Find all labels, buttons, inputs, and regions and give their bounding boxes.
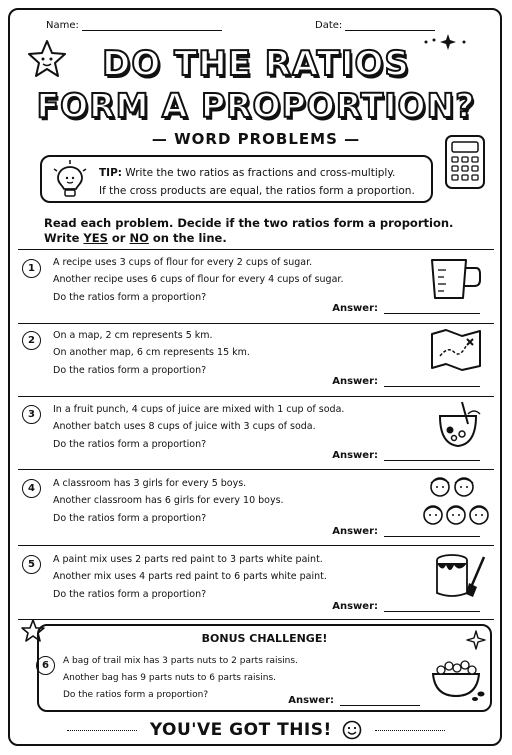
answer-line[interactable] (340, 705, 420, 706)
instr-write: Write (44, 231, 84, 245)
problem-line-2: Another classroom has 6 girls for every 10 boys. (53, 495, 284, 506)
answer-line[interactable] (384, 536, 480, 537)
children-faces-icon (420, 475, 492, 531)
problem-line-1: In a fruit punch, 4 cups of juice are mixed with 1 cup of soda. (53, 404, 345, 415)
footer (0, 720, 512, 740)
tip-line-2: If the cross products are equal, the ratios form a proportion. (99, 185, 415, 197)
answer-label: Answer: (332, 303, 378, 314)
answer-field[interactable] (332, 450, 480, 461)
name-label: Name: (46, 20, 79, 31)
problem-number: 3 (22, 405, 41, 424)
paint-can-brush-icon (432, 551, 488, 603)
answer-label: Answer: (332, 601, 378, 612)
tip-text (99, 164, 415, 200)
footer-dots-left (67, 730, 137, 731)
footer-dots-right (375, 730, 445, 731)
problem-line-2: On another map, 6 cm represents 15 km. (53, 347, 250, 358)
answer-field[interactable] (288, 695, 420, 706)
answer-label: Answer: (332, 376, 378, 387)
bonus-challenge-box (37, 624, 492, 712)
problem-line-1: A classroom has 3 girls for every 5 boys. (53, 478, 247, 489)
trail-mix-bowl-icon (429, 654, 487, 702)
problem-4 (18, 469, 494, 546)
bonus-line-2: Another bag has 9 parts nuts to 6 parts raisins. (63, 673, 276, 683)
problem-line-2: Another mix uses 4 parts red paint to 6 parts white paint. (53, 571, 327, 582)
problem-line-1: A recipe uses 3 cups of flour for every 2 cups of sugar. (53, 257, 313, 268)
problem-3 (18, 396, 494, 470)
measuring-cup-icon (426, 256, 484, 302)
title-line-2: FORM A PROPORTION? (36, 86, 476, 125)
smiley-icon (342, 720, 362, 740)
problem-line-2: Another batch uses 8 cups of juice with 3 cups of soda. (53, 421, 316, 432)
title-line-1: DO THE RATIOS (102, 44, 410, 84)
instructions-line-2 (44, 231, 453, 246)
bonus-question: Do the ratios form a proportion? (63, 690, 209, 700)
problem-number: 5 (22, 555, 41, 574)
problem-number: 1 (22, 259, 41, 278)
lightbulb-icon (50, 159, 90, 201)
answer-label: Answer: (332, 526, 378, 537)
instructions-line-1: Read each problem. Decide if the two ratios form a proportion. (44, 216, 454, 230)
tip-label: TIP: (99, 167, 122, 179)
answer-line[interactable] (384, 460, 480, 461)
problem-number: 4 (22, 479, 41, 498)
problem-number: 6 (36, 656, 55, 675)
footer-text: YOU'VE GOT THIS! (149, 720, 332, 740)
subtitle: — WORD PROBLEMS — (151, 130, 361, 148)
name-field[interactable] (46, 20, 222, 31)
problem-question: Do the ratios form a proportion? (53, 292, 207, 303)
calculator-icon (443, 133, 487, 191)
problem-2 (18, 322, 494, 397)
problem-5 (18, 545, 494, 620)
instr-no: NO (129, 231, 149, 245)
instr-yes: YES (83, 231, 108, 245)
answer-line[interactable] (384, 313, 480, 314)
date-line[interactable] (345, 30, 435, 31)
problem-question: Do the ratios form a proportion? (53, 365, 207, 376)
fruit-punch-glass-icon (432, 400, 484, 450)
instructions (44, 216, 453, 246)
treasure-map-icon (428, 328, 484, 372)
tip-box (40, 155, 433, 203)
answer-line[interactable] (384, 386, 480, 387)
problem-question: Do the ratios form a proportion? (53, 513, 207, 524)
answer-label: Answer: (288, 695, 334, 706)
problem-line-1: A paint mix uses 2 parts red paint to 3 parts white paint. (53, 554, 323, 565)
tip-line-1: Write the two ratios as fractions and cross-multiply. (121, 167, 396, 179)
instr-end: on the line. (148, 231, 227, 245)
date-field[interactable] (315, 20, 435, 31)
problem-question: Do the ratios form a proportion? (53, 589, 207, 600)
instr-or: or (107, 231, 130, 245)
answer-line[interactable] (384, 611, 480, 612)
bonus-title: BONUS CHALLENGE! (201, 632, 328, 645)
name-line[interactable] (82, 30, 222, 31)
bonus-line-1: A bag of trail mix has 3 parts nuts to 2 parts raisins. (63, 656, 298, 666)
problem-line-1: On a map, 2 cm represents 5 km. (53, 330, 213, 341)
problem-line-2: Another recipe uses 6 cups of flour for every 4 cups of sugar. (53, 274, 344, 285)
problem-number: 2 (22, 331, 41, 350)
answer-label: Answer: (332, 450, 378, 461)
answer-field[interactable] (332, 303, 480, 314)
answer-field[interactable] (332, 376, 480, 387)
problem-question: Do the ratios form a proportion? (53, 439, 207, 450)
date-label: Date: (315, 20, 343, 31)
problem-1 (18, 249, 494, 324)
